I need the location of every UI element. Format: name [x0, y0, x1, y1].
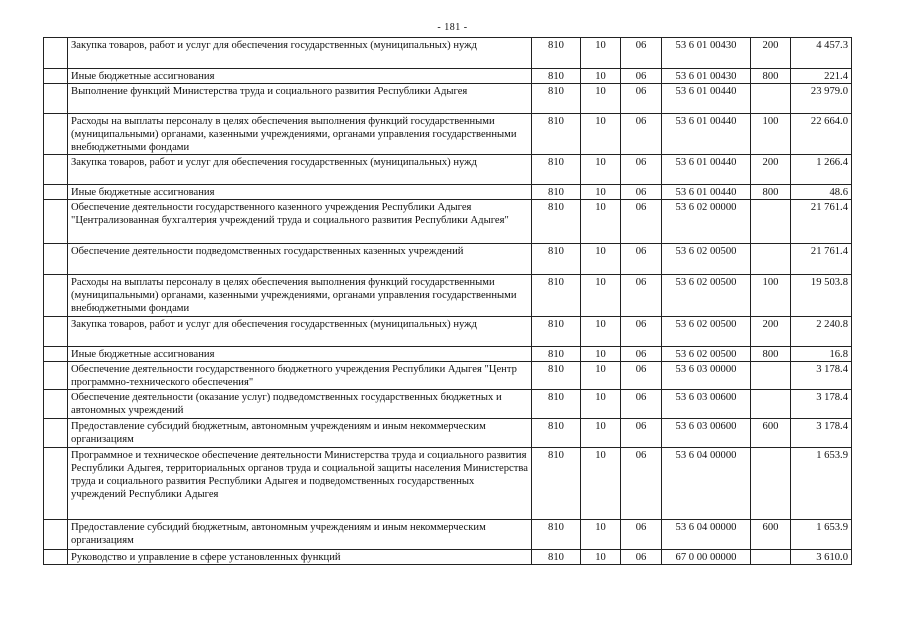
section-code-cell: 10	[581, 390, 621, 419]
expense-name-cell: Выполнение функций Министерства труда и социального развития Республики Адыгея	[68, 84, 532, 114]
target-article-cell: 53 6 02 00500	[662, 275, 751, 317]
section-code-cell: 10	[581, 362, 621, 390]
table-row	[44, 114, 852, 155]
target-article-cell: 53 6 04 00000	[662, 448, 751, 520]
index-cell	[44, 347, 68, 362]
amount-cell: 3 178.4	[791, 419, 852, 448]
target-article-cell: 67 0 00 00000	[662, 550, 751, 565]
expense-type-cell	[751, 84, 791, 114]
section-code-cell: 10	[581, 69, 621, 84]
target-article-cell: 53 6 01 00440	[662, 84, 751, 114]
amount-cell: 3 178.4	[791, 390, 852, 419]
subsection-code-cell: 06	[621, 550, 662, 565]
index-cell	[44, 275, 68, 317]
expense-name-cell: Расходы на выплаты персоналу в целях обеспечения выполнения функций государственными (муниципальными) органами, казенными учреждениями, органами управления государственными внебюджетными фондами	[68, 114, 532, 155]
section-code-cell: 10	[581, 200, 621, 244]
expense-name-cell: Иные бюджетные ассигнования	[68, 69, 532, 84]
section-code-cell: 10	[581, 114, 621, 155]
table-row	[44, 347, 852, 362]
table-row	[44, 38, 852, 69]
index-cell	[44, 200, 68, 244]
table-row	[44, 275, 852, 317]
expense-type-cell: 800	[751, 185, 791, 200]
subsection-code-cell: 06	[621, 155, 662, 185]
gp-code-cell: 810	[532, 38, 581, 69]
subsection-code-cell: 06	[621, 275, 662, 317]
subsection-code-cell: 06	[621, 390, 662, 419]
table-row	[44, 362, 852, 390]
expense-name-cell: Программное и техническое обеспечение деятельности Министерства труда и социального развития Республики Адыгея, территориальных органов труда и социальной защиты населения Министерства труда и социального развития Республики Адыгея и подведомственных государственных учреждений Республики Адыгея	[68, 448, 532, 520]
section-code-cell: 10	[581, 275, 621, 317]
amount-cell: 1 653.9	[791, 520, 852, 550]
section-code-cell: 10	[581, 185, 621, 200]
amount-cell: 48.6	[791, 185, 852, 200]
amount-cell: 21 761.4	[791, 244, 852, 275]
table-row	[44, 244, 852, 275]
subsection-code-cell: 06	[621, 69, 662, 84]
page-number: - 181 -	[437, 22, 468, 33]
expense-name-cell: Расходы на выплаты персоналу в целях обеспечения выполнения функций государственными (муниципальными) органами, казенными учреждениями, органами управления государственными внебюджетными фондами	[68, 275, 532, 317]
target-article-cell: 53 6 03 00000	[662, 362, 751, 390]
amount-cell: 23 979.0	[791, 84, 852, 114]
amount-cell: 16.8	[791, 347, 852, 362]
subsection-code-cell: 06	[621, 200, 662, 244]
table-row	[44, 200, 852, 244]
expense-type-cell: 800	[751, 69, 791, 84]
gp-code-cell: 810	[532, 200, 581, 244]
expense-name-cell: Обеспечение деятельности (оказание услуг) подведомственных государственных бюджетных и автономных учреждений	[68, 390, 532, 419]
table-row	[44, 155, 852, 185]
amount-cell: 3 610.0	[791, 550, 852, 565]
expense-type-cell: 100	[751, 114, 791, 155]
index-cell	[44, 550, 68, 565]
index-cell	[44, 390, 68, 419]
expense-type-cell: 200	[751, 155, 791, 185]
subsection-code-cell: 06	[621, 362, 662, 390]
gp-code-cell: 810	[532, 155, 581, 185]
table-body	[44, 38, 852, 565]
expense-name-cell: Предоставление субсидий бюджетным, автономным учреждениям и иным некоммерческим организациям	[68, 419, 532, 448]
subsection-code-cell: 06	[621, 84, 662, 114]
index-cell	[44, 448, 68, 520]
section-code-cell: 10	[581, 419, 621, 448]
expense-name-cell: Иные бюджетные ассигнования	[68, 185, 532, 200]
subsection-code-cell: 06	[621, 347, 662, 362]
section-code-cell: 10	[581, 244, 621, 275]
expense-type-cell	[751, 550, 791, 565]
expense-type-cell	[751, 448, 791, 520]
expense-name-cell: Иные бюджетные ассигнования	[68, 347, 532, 362]
gp-code-cell: 810	[532, 448, 581, 520]
index-cell	[44, 114, 68, 155]
expense-name-cell: Обеспечение деятельности государственного казенного учреждения Республики Адыгея "Централизованная бухгалтерия учреждений труда и социального развития Республики Адыгея"	[68, 200, 532, 244]
target-article-cell: 53 6 01 00430	[662, 38, 751, 69]
expense-type-cell: 200	[751, 38, 791, 69]
table-row	[44, 448, 852, 520]
subsection-code-cell: 06	[621, 114, 662, 155]
gp-code-cell: 810	[532, 317, 581, 347]
target-article-cell: 53 6 01 00440	[662, 155, 751, 185]
target-article-cell: 53 6 03 00600	[662, 390, 751, 419]
amount-cell: 22 664.0	[791, 114, 852, 155]
gp-code-cell: 810	[532, 390, 581, 419]
section-code-cell: 10	[581, 520, 621, 550]
table-row	[44, 390, 852, 419]
expense-name-cell: Предоставление субсидий бюджетным, автономным учреждениям и иным некоммерческим организациям	[68, 520, 532, 550]
gp-code-cell: 810	[532, 114, 581, 155]
table-row	[44, 185, 852, 200]
amount-cell: 1 266.4	[791, 155, 852, 185]
expense-name-cell: Закупка товаров, работ и услуг для обеспечения государственных (муниципальных) нужд	[68, 155, 532, 185]
expense-type-cell: 600	[751, 520, 791, 550]
section-code-cell: 10	[581, 155, 621, 185]
amount-cell: 19 503.8	[791, 275, 852, 317]
amount-cell: 4 457.3	[791, 38, 852, 69]
expense-type-cell	[751, 244, 791, 275]
target-article-cell: 53 6 02 00500	[662, 347, 751, 362]
subsection-code-cell: 06	[621, 448, 662, 520]
index-cell	[44, 155, 68, 185]
amount-cell: 2 240.8	[791, 317, 852, 347]
section-code-cell: 10	[581, 347, 621, 362]
expense-type-cell: 600	[751, 419, 791, 448]
gp-code-cell: 810	[532, 550, 581, 565]
subsection-code-cell: 06	[621, 419, 662, 448]
index-cell	[44, 185, 68, 200]
subsection-code-cell: 06	[621, 244, 662, 275]
subsection-code-cell: 06	[621, 185, 662, 200]
gp-code-cell: 810	[532, 419, 581, 448]
amount-cell: 221.4	[791, 69, 852, 84]
expense-type-cell	[751, 390, 791, 419]
target-article-cell: 53 6 02 00000	[662, 200, 751, 244]
amount-cell: 21 761.4	[791, 200, 852, 244]
section-code-cell: 10	[581, 317, 621, 347]
index-cell	[44, 520, 68, 550]
target-article-cell: 53 6 04 00000	[662, 520, 751, 550]
index-cell	[44, 362, 68, 390]
expense-name-cell: Закупка товаров, работ и услуг для обеспечения государственных (муниципальных) нужд	[68, 38, 532, 69]
subsection-code-cell: 06	[621, 317, 662, 347]
subsection-code-cell: 06	[621, 38, 662, 69]
table-row	[44, 317, 852, 347]
target-article-cell: 53 6 02 00500	[662, 244, 751, 275]
expense-name-cell: Руководство и управление в сфере установленных функций	[68, 550, 532, 565]
table-row	[44, 69, 852, 84]
budget-table	[43, 37, 852, 565]
expense-type-cell: 200	[751, 317, 791, 347]
expense-type-cell	[751, 362, 791, 390]
index-cell	[44, 317, 68, 347]
table-row	[44, 550, 852, 565]
gp-code-cell: 810	[532, 362, 581, 390]
target-article-cell: 53 6 01 00440	[662, 114, 751, 155]
table-row	[44, 84, 852, 114]
gp-code-cell: 810	[532, 347, 581, 362]
target-article-cell: 53 6 01 00430	[662, 69, 751, 84]
subsection-code-cell: 06	[621, 520, 662, 550]
amount-cell: 1 653.9	[791, 448, 852, 520]
expense-type-cell	[751, 200, 791, 244]
table-row	[44, 520, 852, 550]
index-cell	[44, 69, 68, 84]
target-article-cell: 53 6 01 00440	[662, 185, 751, 200]
expense-name-cell: Обеспечение деятельности подведомственных государственных казенных учреждений	[68, 244, 532, 275]
expense-name-cell: Обеспечение деятельности государственного бюджетного учреждения Республики Адыгея "Центр программно-технического обеспечения"	[68, 362, 532, 390]
target-article-cell: 53 6 02 00500	[662, 317, 751, 347]
gp-code-cell: 810	[532, 69, 581, 84]
gp-code-cell: 810	[532, 244, 581, 275]
index-cell	[44, 84, 68, 114]
gp-code-cell: 810	[532, 275, 581, 317]
table-row	[44, 419, 852, 448]
index-cell	[44, 244, 68, 275]
expense-type-cell: 800	[751, 347, 791, 362]
target-article-cell: 53 6 03 00600	[662, 419, 751, 448]
section-code-cell: 10	[581, 38, 621, 69]
expense-type-cell: 100	[751, 275, 791, 317]
gp-code-cell: 810	[532, 520, 581, 550]
section-code-cell: 10	[581, 550, 621, 565]
section-code-cell: 10	[581, 448, 621, 520]
section-code-cell: 10	[581, 84, 621, 114]
gp-code-cell: 810	[532, 84, 581, 114]
amount-cell: 3 178.4	[791, 362, 852, 390]
gp-code-cell: 810	[532, 185, 581, 200]
expense-name-cell: Закупка товаров, работ и услуг для обеспечения государственных (муниципальных) нужд	[68, 317, 532, 347]
index-cell	[44, 419, 68, 448]
index-cell	[44, 38, 68, 69]
